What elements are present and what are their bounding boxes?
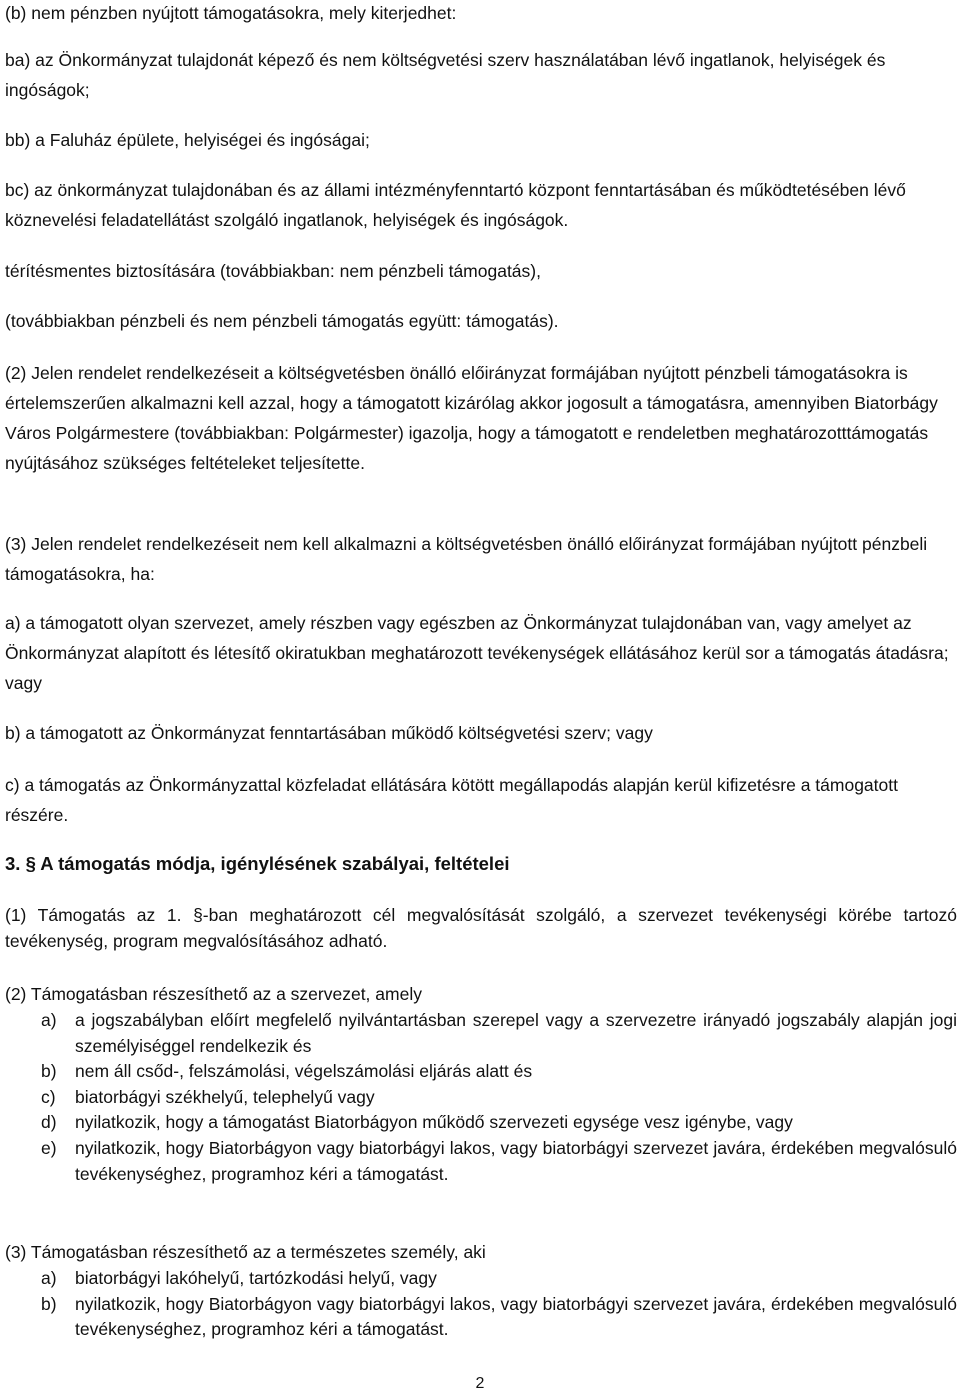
paragraph-bc: bc) az önkormányzat tulajdonában és az állami intézményfenntartó központ fenntartásában és működtetésében lévő köznevelési feladatellátást szolgáló ingatlanok, helyiségek és ingóságok. xyxy=(5,180,906,230)
list-marker: a) xyxy=(41,1268,57,1288)
list-item xyxy=(5,1266,957,1292)
list-marker: b) xyxy=(41,1061,57,1082)
paragraph-2: (2) Jelen rendelet rendelkezéseit a költségvetésben önálló előirányzat formájában nyújtott pénzbeli támogatásokra is értelemszerűen alkalmazni kell azzal, hogy a támogatott kizárólag akkor jogosult a támogatásra, amennyiben Biatorbágy Város Polgármestere (továbbiakban: Polgármester) igazolja, hogy a támogatott e rendeletben meghatározotttámogatás nyújtásához szükséges feltételeket teljesítette. xyxy=(5,363,938,473)
section3-paragraph-1: (1) Támogatás az 1. §-ban meghatározott cél megvalósítását szolgáló, a szervezet tevékenységi körébe tartozó tevékenység, program megvalósításához adható. xyxy=(5,905,957,951)
paragraph-3c: c) a támogatás az Önkormányzattal közfeladat ellátására kötött megállapodás alapján kerül kifizetésre a támogatott részére. xyxy=(5,775,898,825)
paragraph-3b: b) a támogatott az Önkormányzat fenntartásában működő költségvetési szerv; vagy xyxy=(5,723,653,743)
list-item-text: nyilatkozik, hogy Biatorbágyon vagy biatorbágyi lakos, vagy biatorbágyi szervezet javára, érdekében megvalósuló tevékenységhez, programhoz kéri a támogatást. xyxy=(75,1293,957,1340)
list-item xyxy=(5,1110,957,1136)
list-item-text: biatorbágyi székhelyű, telephelyű vagy xyxy=(75,1086,375,1107)
paragraph-together-definition: (továbbiakban pénzbeli és nem pénzbeli támogatás együtt: támogatás). xyxy=(5,311,559,331)
list-item-text: a jogszabályban előírt megfelelő nyilvántartásban szerepel vagy a szervezetre irányadó jogszabály alapján jogi személyiséggel rendelkezik és xyxy=(75,1010,957,1056)
section3-paragraph-2-list xyxy=(5,1008,957,1187)
list-item xyxy=(5,1008,957,1059)
list-marker: c) xyxy=(41,1086,56,1107)
section-heading: 3. § A támogatás módja, igénylésének szabályai, feltételei xyxy=(5,853,510,874)
list-item xyxy=(5,1059,957,1085)
list-item-text: nem áll csőd-, felszámolási, végelszámolási eljárás alatt és xyxy=(75,1061,533,1082)
list-item xyxy=(5,1085,957,1111)
paragraph-b-intro: (b) nem pénzben nyújtott támogatásokra, mely kiterjedhet: xyxy=(5,3,457,23)
paragraph-bb: bb) a Faluház épülete, helyiségei és ingóságai; xyxy=(5,130,370,150)
list-item xyxy=(5,1136,957,1187)
list-item-text: biatorbágyi lakóhelyű, tartózkodási helyű, vagy xyxy=(75,1268,437,1288)
list-marker: e) xyxy=(41,1137,57,1158)
list-item-text: nyilatkozik, hogy Biatorbágyon vagy biatorbágyi lakos, vagy biatorbágyi szervezet javára, érdekében megvalósuló tevékenységhez, programhoz kéri a támogatást. xyxy=(75,1137,957,1184)
list-item xyxy=(5,1292,957,1343)
list-marker: b) xyxy=(41,1293,57,1314)
section3-paragraph-3-list xyxy=(5,1266,957,1343)
paragraph-ba: ba) az Önkormányzat tulajdonát képező és nem költségvetési szerv használatában lévő ingatlanok, helyiségek és ingóságok; xyxy=(5,50,886,100)
paragraph-3a: a) a támogatott olyan szervezet, amely részben vagy egészben az Önkormányzat tulajdonában van, vagy amelyet az Önkormányzat alapított és létesítő okiratukban meghatározott tevékenységek ellátásához kerül sor a támogatás átadásra; vagy xyxy=(5,613,949,693)
section3-paragraph-3-intro: (3) Támogatásban részesíthető az a természetes személy, aki xyxy=(5,1242,486,1262)
list-marker: a) xyxy=(41,1010,57,1030)
paragraph-3: (3) Jelen rendelet rendelkezéseit nem kell alkalmazni a költségvetésben önálló előirányzat formájában nyújtott pénzbeli támogatásokra, ha: xyxy=(5,534,928,584)
paragraph-free-provision: térítésmentes biztosítására (továbbiakban: nem pénzbeli támogatás), xyxy=(5,261,541,281)
page-number: 2 xyxy=(475,1375,485,1392)
section3-paragraph-2-intro: (2) Támogatásban részesíthető az a szervezet, amely xyxy=(5,984,422,1004)
list-marker: d) xyxy=(41,1112,57,1133)
list-item-text: nyilatkozik, hogy a támogatást Biatorbágyon működő szervezeti egysége vesz igénybe, vagy xyxy=(75,1112,793,1133)
